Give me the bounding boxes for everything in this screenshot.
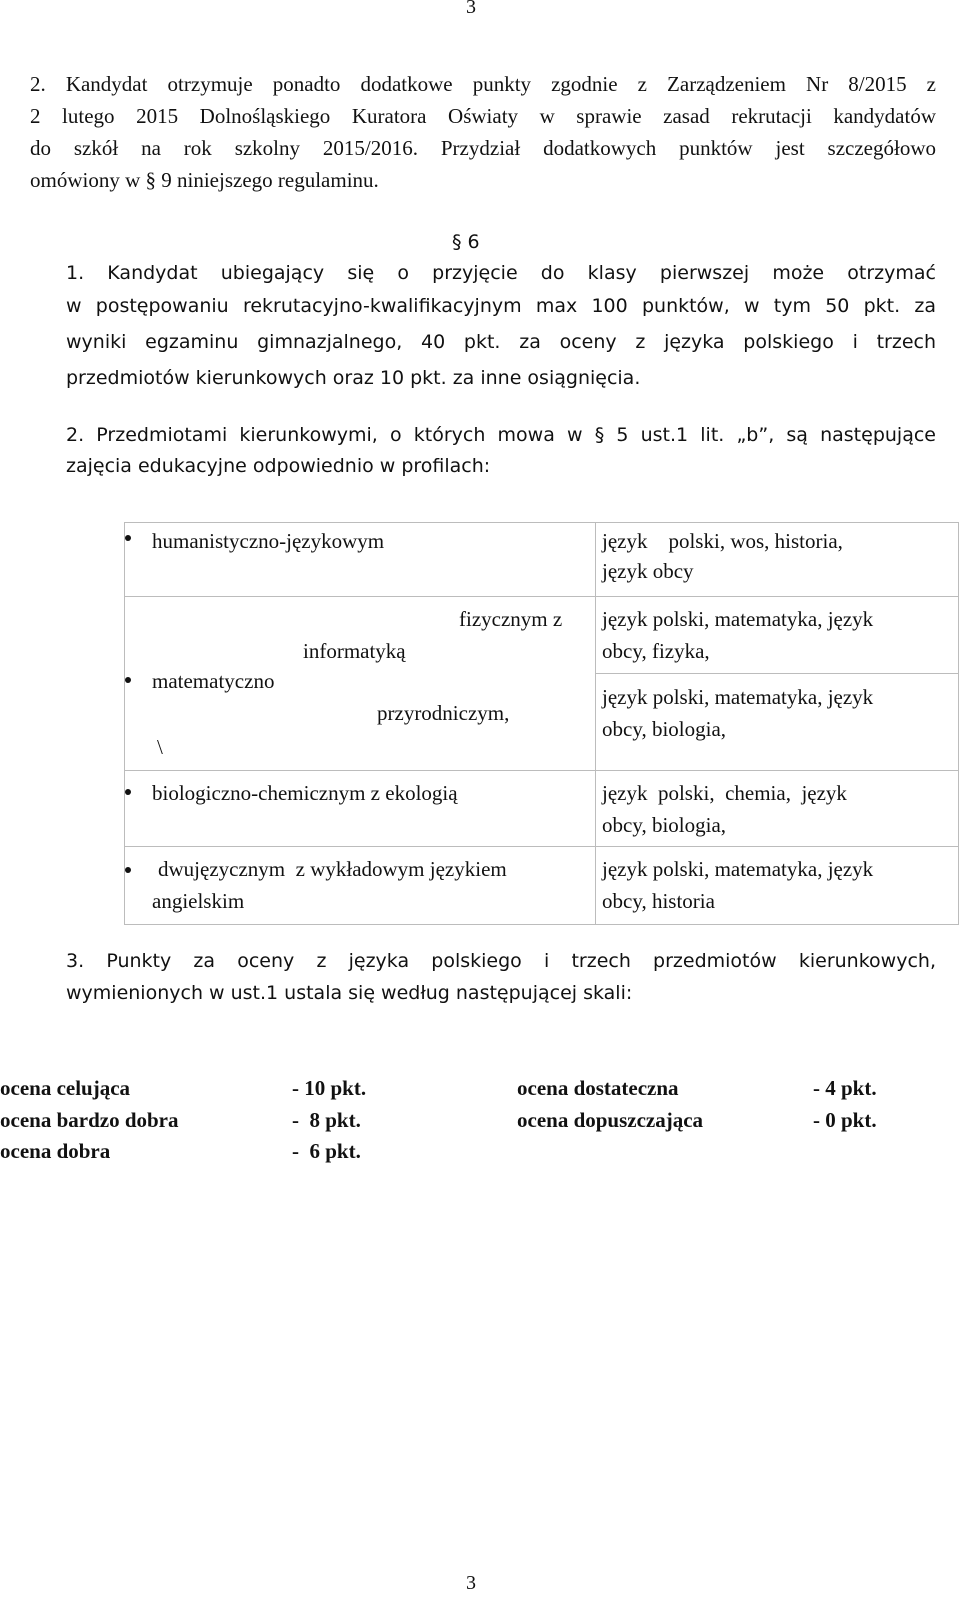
text-line: 2. Kandydat otrzymuje ponadto dodatkowe punkty zgodnie z Zarządzeniem Nr 8/2015 z	[30, 72, 936, 96]
table-row	[125, 771, 959, 847]
bullet-icon	[125, 677, 131, 683]
profile-part: przyrodniczym,	[377, 701, 510, 725]
subjects-cell	[596, 523, 959, 597]
subjects-line: język polski, chemia, język	[602, 781, 847, 805]
text-line: 3. Punkty za oceny z języka polskiego i trzech przedmiotów kierunkowych,	[66, 950, 936, 972]
subjects-cell	[596, 597, 959, 771]
table-row	[125, 597, 959, 771]
text-line: wymienionych w ust.1 ustala się według następującej skali:	[66, 982, 633, 1004]
grade-points: - 4 pkt.	[813, 1076, 877, 1100]
subjects-cell	[596, 847, 959, 925]
profile-name: biologiczno-chemicznym z ekologią	[152, 781, 458, 805]
profile-cell	[125, 523, 596, 597]
grade-name: ocena dobra	[0, 1139, 111, 1163]
grade-points: - 6 pkt.	[292, 1139, 361, 1163]
subjects-line: obcy, fizyka,	[602, 639, 710, 663]
text-line: 2. Przedmiotami kierunkowymi, o których mowa w § 5 ust.1 lit. „b”, są następujące	[66, 424, 936, 446]
text-line: omówiony w § 9 niniejszego regulaminu.	[30, 168, 379, 192]
table-row	[125, 847, 959, 925]
profile-part: fizycznym z	[459, 607, 563, 631]
bullet-icon	[125, 789, 131, 795]
subjects-subcell	[596, 597, 958, 674]
grade-points: - 8 pkt.	[292, 1108, 361, 1132]
profile-name: angielskim	[152, 889, 245, 913]
profile-cell	[125, 597, 596, 771]
grade-name: ocena celująca	[0, 1076, 131, 1100]
subjects-line: język polski, matematyka, język	[602, 685, 874, 709]
text-line: 1. Kandydat ubiegający się o przyjęcie do klasy pierwszej może otrzymać	[66, 262, 936, 284]
text-line: przedmiotów kierunkowych oraz 10 pkt. za inne osiągnięcia.	[66, 367, 641, 389]
bullet-icon	[125, 535, 131, 541]
profiles-table	[124, 522, 959, 925]
grade-points: - 0 pkt.	[813, 1108, 877, 1132]
table-row	[125, 523, 959, 597]
text-line: 2 lutego 2015 Dolnośląskiego Kuratora Oświaty w sprawie zasad rekrutacji kandydatów	[30, 104, 936, 128]
grade-name: ocena bardzo dobra	[0, 1108, 179, 1132]
subjects-line: obcy, biologia,	[602, 813, 727, 837]
subjects-line: język obcy	[602, 559, 694, 583]
grade-points: - 10 pkt.	[292, 1076, 367, 1100]
grade-name: ocena dostateczna	[517, 1076, 679, 1100]
header-page-number: 3	[466, 0, 476, 18]
subjects-line: obcy, biologia,	[602, 717, 727, 741]
subjects-cell	[596, 771, 959, 847]
profile-cell	[125, 771, 596, 847]
subjects-line: obcy, historia	[602, 889, 715, 913]
profile-cell	[125, 847, 596, 925]
section-title: § 6	[452, 231, 480, 253]
profile-name: humanistyczno-językowym	[152, 529, 385, 553]
footer-page-number: 3	[466, 1572, 476, 1594]
text-line: wyniki egzaminu gimnazjalnego, 40 pkt. za oceny z języka polskiego i trzech	[66, 331, 936, 353]
subjects-line: język polski, wos, historia,	[602, 529, 843, 553]
text-line: do szkół na rok szkolny 2015/2016. Przydział dodatkowych punktów jest szczegółowo	[30, 136, 936, 160]
profile-part: \	[157, 735, 163, 759]
profile-name: dwujęzycznym z wykładowym językiem	[158, 857, 507, 881]
grade-name: ocena dopuszczająca	[517, 1108, 704, 1132]
bullet-icon	[125, 867, 131, 873]
text-line: w postępowaniu rekrutacyjno-kwalifikacyjnym max 100 punktów, w tym 50 pkt. za	[66, 295, 936, 317]
subjects-line: język polski, matematyka, język	[602, 607, 874, 631]
profile-part: informatyką	[303, 639, 406, 663]
text-line: zajęcia edukacyjne odpowiednio w profilach:	[66, 455, 491, 477]
profile-part: matematyczno	[152, 669, 275, 693]
subjects-line: język polski, matematyka, język	[602, 857, 874, 881]
